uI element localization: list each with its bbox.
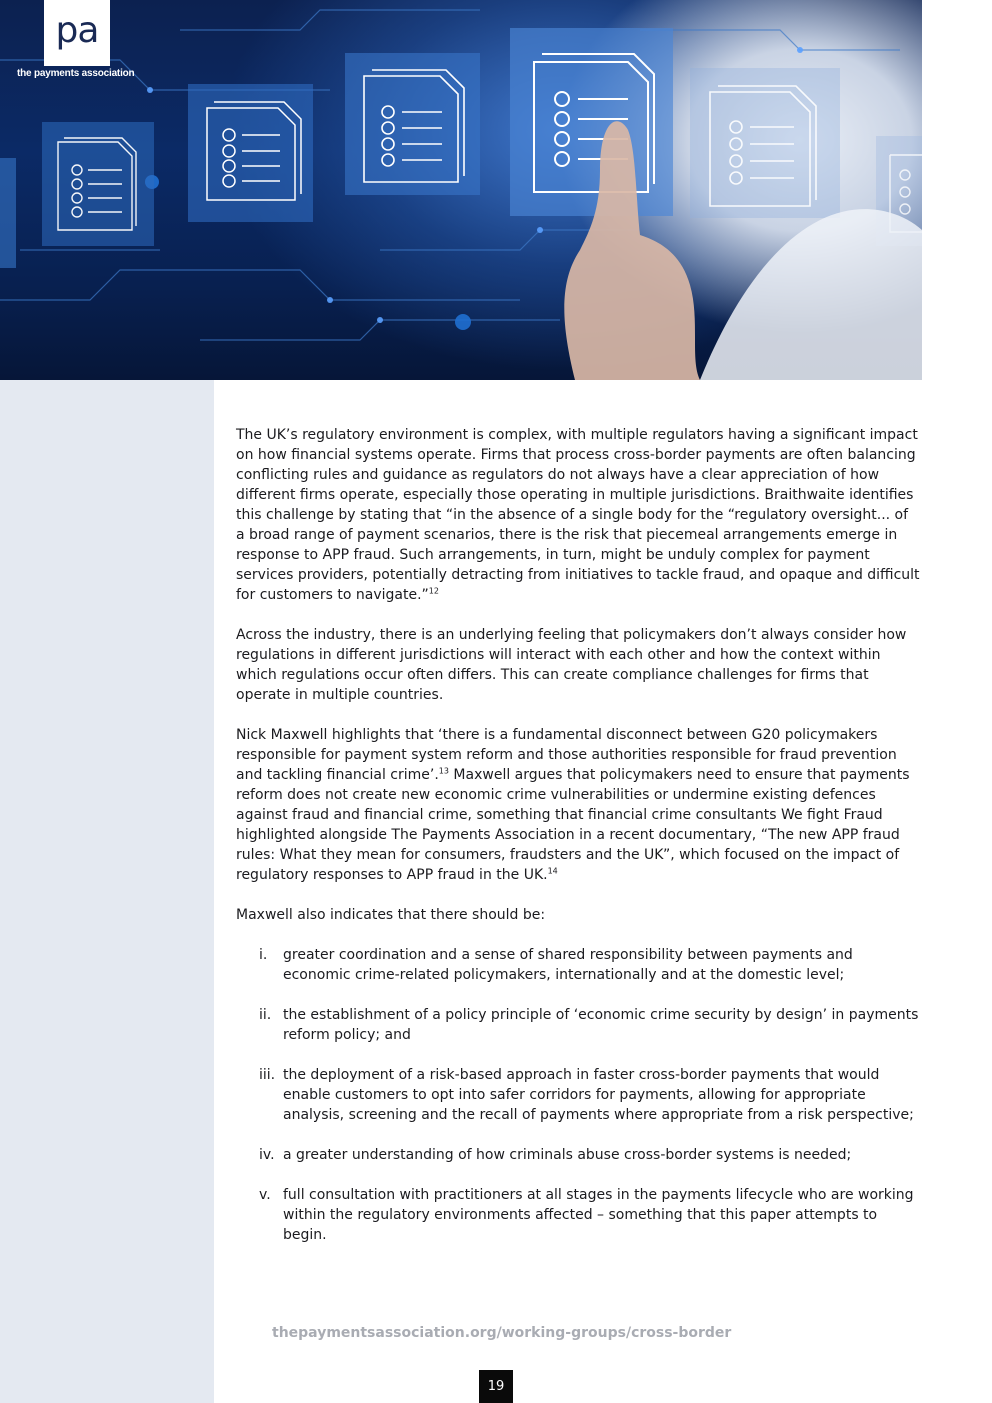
paragraph-text: Maxwell argues that policymakers need to ensure that payments reform does not create new economic crime vulnerabilities or undermine existing defences against fraud and financial crime, something that financial crime consultants We fight Fraud highlighted alongside The Payments Association in a recent documentary, “The new APP fraud rules: What they mean for consumers, fraudsters and the UK”, which focused on the impact of regulatory responses to APP fraud in the UK. bbox=[236, 767, 910, 883]
list-text: a greater understanding of how criminals abuse cross-border systems is needed; bbox=[283, 1147, 852, 1163]
main-content bbox=[236, 425, 920, 1265]
paragraph-4: Maxwell also indicates that there should be: bbox=[236, 907, 546, 923]
list-number: v. bbox=[259, 1187, 271, 1203]
sidebar-band bbox=[0, 380, 214, 1403]
document-checklist-icons bbox=[0, 0, 922, 380]
list-number: iv. bbox=[259, 1147, 275, 1163]
hero-image bbox=[0, 0, 922, 380]
paragraph-3 bbox=[236, 725, 920, 885]
list-text: full consultation with practitioners at all stages in the payments lifecycle who are working within the regulatory environments affected – something that this paper attempts to begin. bbox=[283, 1187, 914, 1243]
recommendations-list bbox=[236, 945, 920, 1245]
list-text: the establishment of a policy principle of ‘economic crime security by design’ in payments reform policy; and bbox=[283, 1007, 919, 1043]
paragraph-text: The UK’s regulatory environment is complex, with multiple regulators having a significant impact on how financial systems operate. Firms that process cross-border payments are often balancing conflicting rules and guidance as regulators do not always have a clear appreciation of how different firms operate, especially those operating in multiple jurisdictions. Braithwaite identifies this challenge by stating that “in the absence of a single body for the “regulatory oversight... of a broad range of payment scenarios, there is the risk that piecemeal arrangements emerge in response to APP fraud. Such arrangements, in turn, might be unduly complex for payment services providers, potentially detracting from initiatives to tackle fraud, and opaque and difficult for customers to navigate.” bbox=[236, 427, 920, 603]
footnote-ref: 14 bbox=[547, 866, 558, 876]
list-text: greater coordination and a sense of shared responsibility between payments and economic crime-related policymakers, internationally and at the domestic level; bbox=[283, 947, 853, 983]
footer-link[interactable]: thepaymentsassociation.org/working-groups/cross-border bbox=[272, 1325, 732, 1341]
list-item bbox=[236, 1185, 920, 1245]
list-number: i. bbox=[259, 947, 268, 963]
list-item bbox=[236, 1005, 920, 1045]
list-item bbox=[236, 1065, 920, 1125]
logo-text: the payments association bbox=[17, 68, 135, 79]
list-item bbox=[236, 1145, 920, 1165]
paragraph-1 bbox=[236, 425, 920, 605]
list-item bbox=[236, 945, 920, 985]
logo bbox=[44, 0, 110, 66]
footnote-ref: 13 bbox=[438, 766, 449, 776]
paragraph-2: Across the industry, there is an underlying feeling that policymakers don’t always consider how regulations in different jurisdictions will interact with each other and how the context within which regulations occur often differs. This can create compliance challenges for firms that operate in multiple countries. bbox=[236, 627, 907, 703]
page-number: 19 bbox=[479, 1370, 513, 1403]
list-text: the deployment of a risk-based approach in faster cross-border payments that would enable customers to opt into safer corridors for payments, allowing for appropriate analysis, screening and the recall of payments where appropriate from a risk perspective; bbox=[283, 1067, 914, 1123]
paragraph-text: Nick Maxwell highlights that ‘there is a fundamental disconnect between G20 policymakers responsible for payment system reform and those authorities responsible for fraud prevention and tackling financial crime’. bbox=[236, 727, 897, 783]
list-number: iii. bbox=[259, 1067, 276, 1083]
list-number: ii. bbox=[259, 1007, 272, 1023]
footnote-ref: 12 bbox=[428, 586, 439, 596]
logo-mark: pa bbox=[55, 10, 99, 51]
